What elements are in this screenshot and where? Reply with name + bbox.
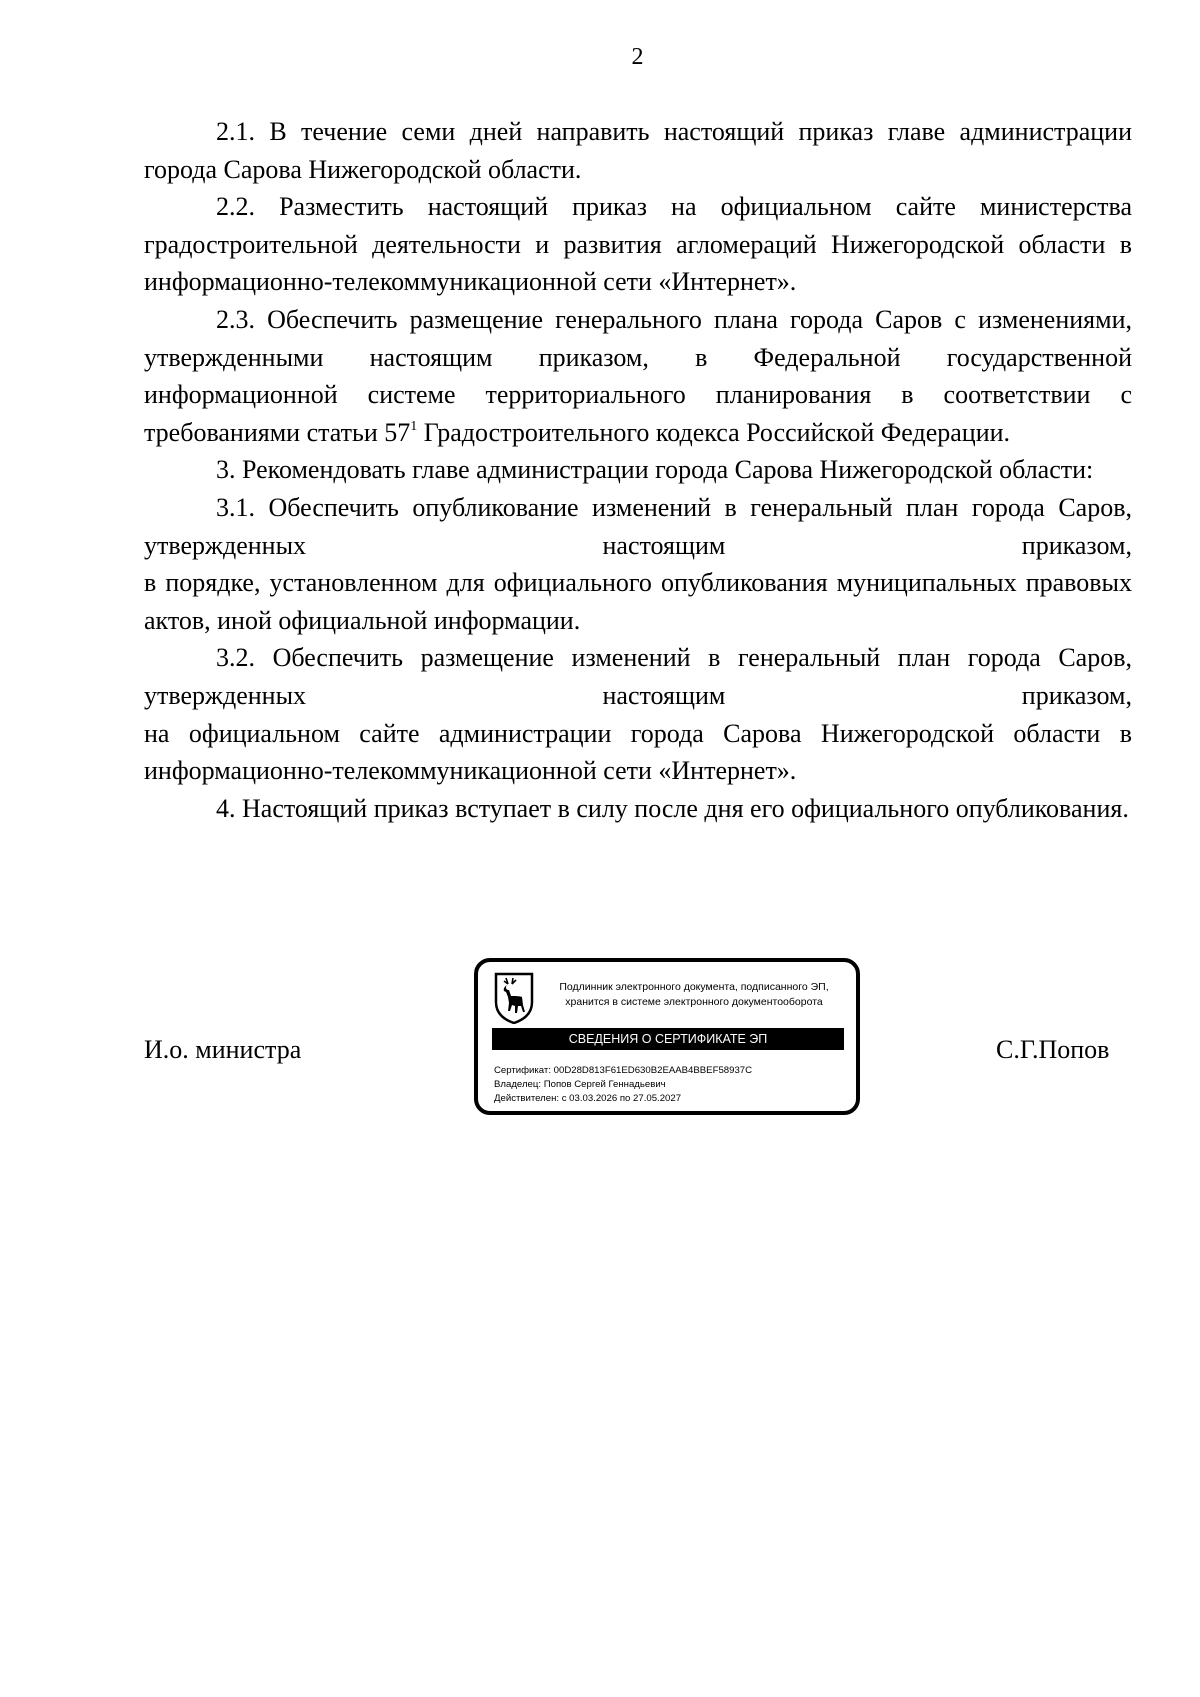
- certificate-number: Сертификат: 00D28D813F61ED630B2EAAB4BBEF58937C: [494, 1065, 753, 1076]
- paragraph-2-3-text-end: Градостроительного кодекса Российской Федерации.: [417, 417, 1011, 447]
- paragraph-3-2-first-line: 3.2. Обеспечить размещение изменений в генеральный план города Саров, утвержденных настоящим приказом,: [144, 643, 1132, 710]
- stamp-note-line-1: Подлинник электронного документа, подписанного ЭП,: [559, 981, 829, 993]
- electronic-signature-stamp: [474, 958, 860, 1115]
- document-body: [144, 113, 1132, 827]
- paragraph-2-3: [144, 301, 1132, 451]
- paragraph-2-3-text: 2.3. Обеспечить размещение генерального плана города Саров с изменениями, утвержденными настоящим приказом, в Федеральной государственной информационной системе территориального планирования в соответствии с требованиями статьи 57: [144, 304, 1132, 447]
- stamp-note: [544, 980, 844, 1010]
- paragraph-3-1-first-line: 3.1. Обеспечить опубликование изменений в генеральный план города Саров, утвержденных настоящим приказом,: [144, 492, 1132, 560]
- certificate-validity: Действителен: с 03.03.2026 по 27.05.2027: [494, 1093, 682, 1104]
- paragraph-3-2-rest: на официальном сайте администрации города Сарова Нижегородской области в информационно-телекоммуникационной сети «Интернет».: [144, 718, 1132, 786]
- certificate-owner: Владелец: Попов Сергей Геннадьевич: [494, 1079, 666, 1090]
- signatory-position: И.о. министра: [144, 1035, 302, 1064]
- stamp-note-line-2: хранится в системе электронного документооборота: [565, 996, 823, 1008]
- certificate-details: [494, 1064, 752, 1106]
- signatory-name: С.Г.Попов: [996, 1035, 1110, 1064]
- paragraph-4: 4. Настоящий приказ вступает в силу после дня его официального опубликования.: [216, 793, 1129, 823]
- page-number: 2: [631, 44, 644, 70]
- certificate-header: СВЕДЕНИЯ О СЕРТИФИКАТЕ ЭП: [492, 1028, 844, 1050]
- paragraph-2-1: 2.1. В течение семи дней направить настоящий приказ главе администрации города Сарова Нижегородской области.: [144, 117, 1132, 184]
- paragraph-3-1-rest: в порядке, установленном для официального опубликования муниципальных правовых актов, иной официальной информации.: [144, 568, 1132, 635]
- paragraph-3: 3. Рекомендовать главе администрации города Сарова Нижегородской области:: [216, 455, 1094, 485]
- coat-of-arms-deer-icon: [494, 972, 534, 1024]
- paragraph-2-2: 2.2. Разместить настоящий приказ на официальном сайте министерства градостроительной деятельности и развития агломераций Нижегородской области в информационно-телекоммуникационной сети «Интернет».: [144, 192, 1132, 297]
- superscript: 1: [410, 418, 418, 434]
